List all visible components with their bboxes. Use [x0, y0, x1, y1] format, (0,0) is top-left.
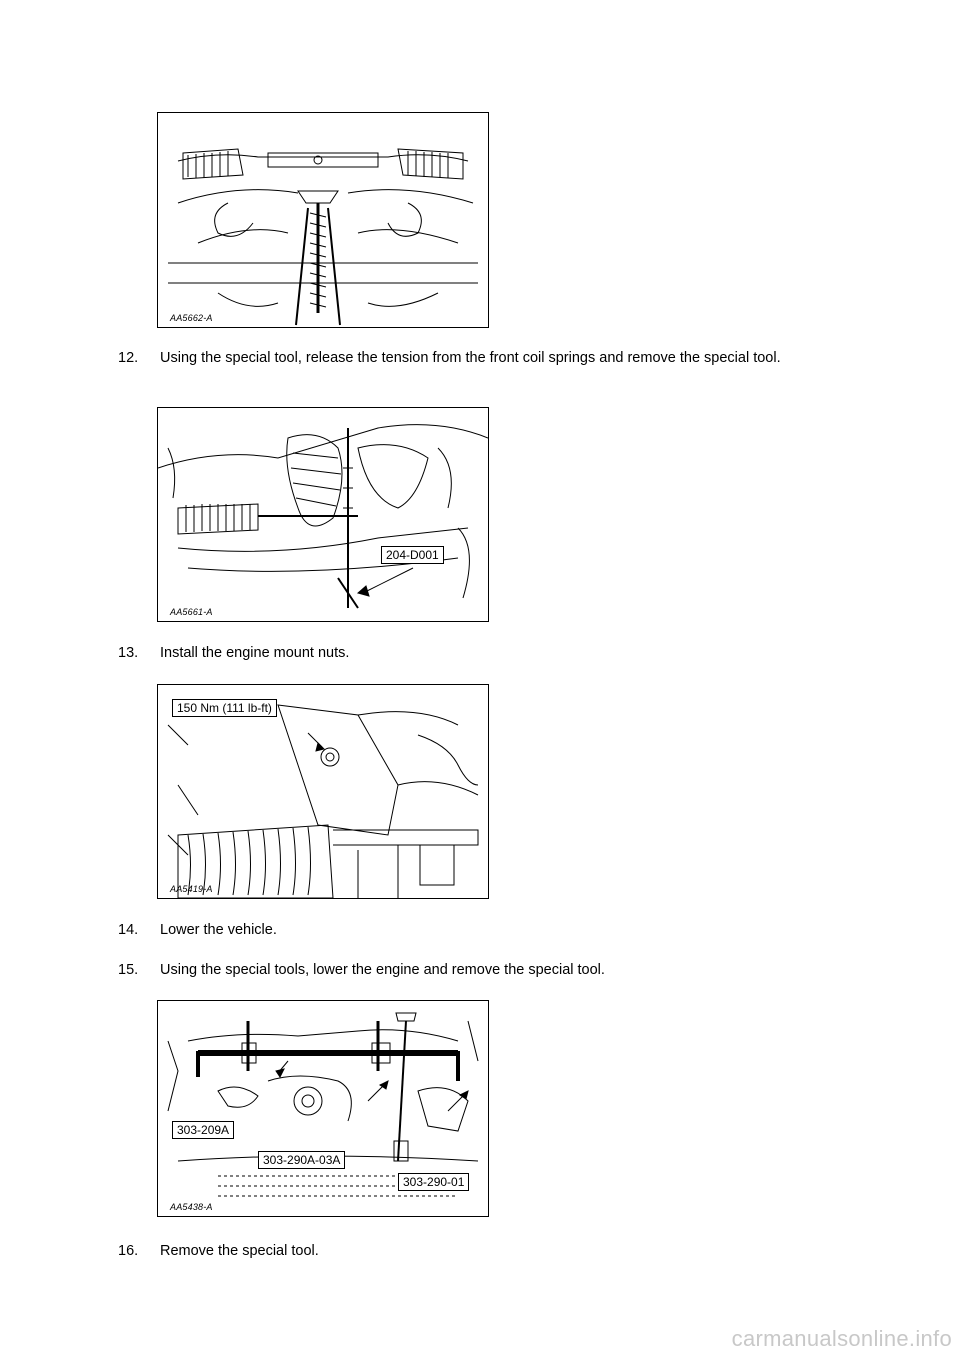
figure-id: AA5419-A: [170, 884, 213, 894]
figure-id: AA5438-A: [170, 1202, 213, 1212]
figure-aa5661: [157, 407, 489, 622]
figure-aa5438: [157, 1000, 489, 1217]
callout-tool-303-290a-03a: 303-290A-03A: [258, 1151, 345, 1169]
step-number: 12.: [118, 350, 139, 366]
step-text: Remove the special tool.: [160, 1243, 319, 1259]
illustration-front-suspension-jack: [158, 113, 488, 327]
figure-aa5662: [157, 112, 489, 328]
callout-tool-number: 204-D001: [381, 546, 444, 564]
step-number: 14.: [118, 922, 139, 938]
step-text: Using the special tools, lower the engine and remove the special tool.: [160, 962, 605, 978]
figure-id: AA5661-A: [170, 607, 213, 617]
figure-id: AA5662-A: [170, 313, 213, 323]
step-number: 15.: [118, 962, 139, 978]
callout-tool-303-209a: 303-209A: [172, 1121, 234, 1139]
step-number: 13.: [118, 645, 139, 661]
callout-torque: 150 Nm (111 lb-ft): [172, 699, 277, 717]
step-number: 16.: [118, 1243, 139, 1259]
step-text: Lower the vehicle.: [160, 922, 277, 938]
step-text: Install the engine mount nuts.: [160, 645, 350, 661]
watermark: carmanualsonline.info: [731, 1326, 952, 1351]
step-text: Using the special tool, release the tension from the front coil springs and remove the special tool.: [160, 350, 781, 366]
callout-tool-303-290-01: 303-290-01: [398, 1173, 469, 1191]
figure-aa5419: [157, 684, 489, 899]
illustration-spring-compressor: [158, 408, 488, 621]
